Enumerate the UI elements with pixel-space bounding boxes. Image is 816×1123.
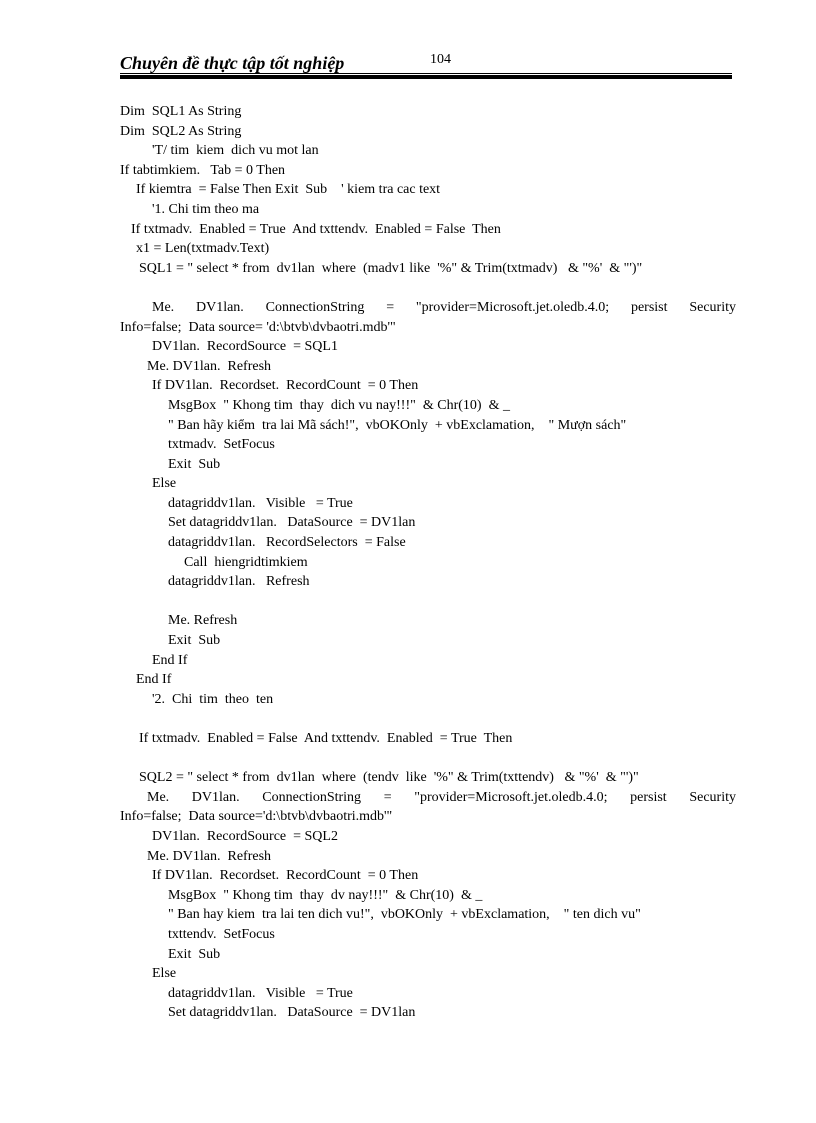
code-line: " Ban hay kiem tra lai ten dich vu!", vbOKOnly + vbExclamation, " ten dich vu" — [168, 907, 641, 923]
code-line: Exit Sub — [168, 456, 221, 472]
code-line: Dim SQL2 As String — [120, 123, 242, 139]
code-line — [120, 278, 736, 298]
code-line: End If — [136, 672, 172, 688]
page-header-title: Chuyên đề thực tập tốt nghiệp — [120, 53, 345, 73]
code-line: Call hiengridtimkiem — [184, 554, 308, 570]
code-line: If kiemtra = False Then Exit Sub ' kiem tra cac text — [136, 182, 441, 198]
code-line: If DV1lan. Recordset. RecordCount = 0 Then — [152, 378, 419, 394]
code-line: Me. DV1lan. Refresh — [147, 848, 272, 864]
code-line: Set datagriddv1lan. DataSource = DV1lan — [168, 1005, 416, 1021]
header-rule-thick — [120, 75, 732, 79]
code-line: SQL2 = " select * from dv1lan where (tendv like '%" & Trim(txttendv) & "%' & "')" — [139, 770, 639, 786]
code-line: MsgBox " Khong tim thay dich vu nay!!!" & Chr(10) & _ — [168, 397, 510, 413]
code-line: " Ban hãy kiểm tra lai Mã sách!", vbOKOnly + vbExclamation, " Mượn sách" — [168, 417, 627, 433]
code-line: If DV1lan. Recordset. RecordCount = 0 Then — [152, 868, 419, 884]
code-line — [120, 749, 736, 769]
code-line: DV1lan. RecordSource = SQL1 — [152, 339, 338, 355]
code-line: txtmadv. SetFocus — [168, 437, 275, 453]
code-line: Dim SQL1 As String — [120, 104, 242, 119]
code-line: datagriddv1lan. Visible = True — [168, 495, 353, 511]
code-line: Me. DV1lan. ConnectionString = "provider=Microsoft.jet.oledb.4.0; persist Security — [147, 789, 736, 805]
code-line: '2. Chi tim theo ten — [152, 691, 274, 707]
code-line: Exit Sub — [168, 633, 221, 649]
code-line: datagriddv1lan. Visible = True — [168, 985, 353, 1001]
code-line: DV1lan. RecordSource = SQL2 — [152, 828, 338, 844]
code-line: x1 = Len(txtmadv.Text) — [136, 241, 270, 257]
code-line: Me. Refresh — [168, 613, 238, 629]
code-line: Else — [152, 966, 177, 982]
code-line: Info=false; Data source= 'd:\btvb\dvbaotri.mdb'" — [120, 319, 396, 335]
code-line: If txtmadv. Enabled = True And txttendv. Enabled = False Then — [131, 221, 501, 237]
code-line: SQL1 = " select * from dv1lan where (madv1 like '%" & Trim(txtmadv) & "%' & "')" — [139, 260, 643, 276]
code-line: 'T/ tim kiem dich vu mot lan — [152, 143, 319, 159]
code-line: If tabtimkiem. Tab = 0 Then — [120, 162, 286, 178]
code-line: End If — [152, 652, 188, 668]
code-line: If txtmadv. Enabled = False And txttendv. Enabled = True Then — [139, 731, 513, 746]
code-line: txttendv. SetFocus — [168, 926, 275, 942]
code-line: MsgBox " Khong tim thay dv nay!!!" & Chr(10) & _ — [168, 887, 483, 903]
code-listing — [120, 102, 736, 1023]
code-line: Me. DV1lan. ConnectionString = "provider=Microsoft.jet.oledb.4.0; persist Security — [152, 299, 736, 315]
code-line: Set datagriddv1lan. DataSource = DV1lan — [168, 515, 416, 531]
code-line — [120, 709, 736, 729]
header-rule-thin — [120, 73, 732, 74]
code-line: Exit Sub — [168, 946, 221, 962]
code-line: '1. Chi tim theo ma — [152, 201, 260, 217]
page-number: 104 — [430, 52, 451, 67]
code-line: datagriddv1lan. RecordSelectors = False — [168, 535, 406, 551]
code-line: Info=false; Data source='d:\btvb\dvbaotri.mdb'" — [120, 809, 393, 825]
code-line — [120, 592, 736, 612]
code-line: Me. DV1lan. Refresh — [147, 358, 272, 374]
code-line: Else — [152, 476, 177, 492]
code-line: datagriddv1lan. Refresh — [168, 574, 310, 590]
